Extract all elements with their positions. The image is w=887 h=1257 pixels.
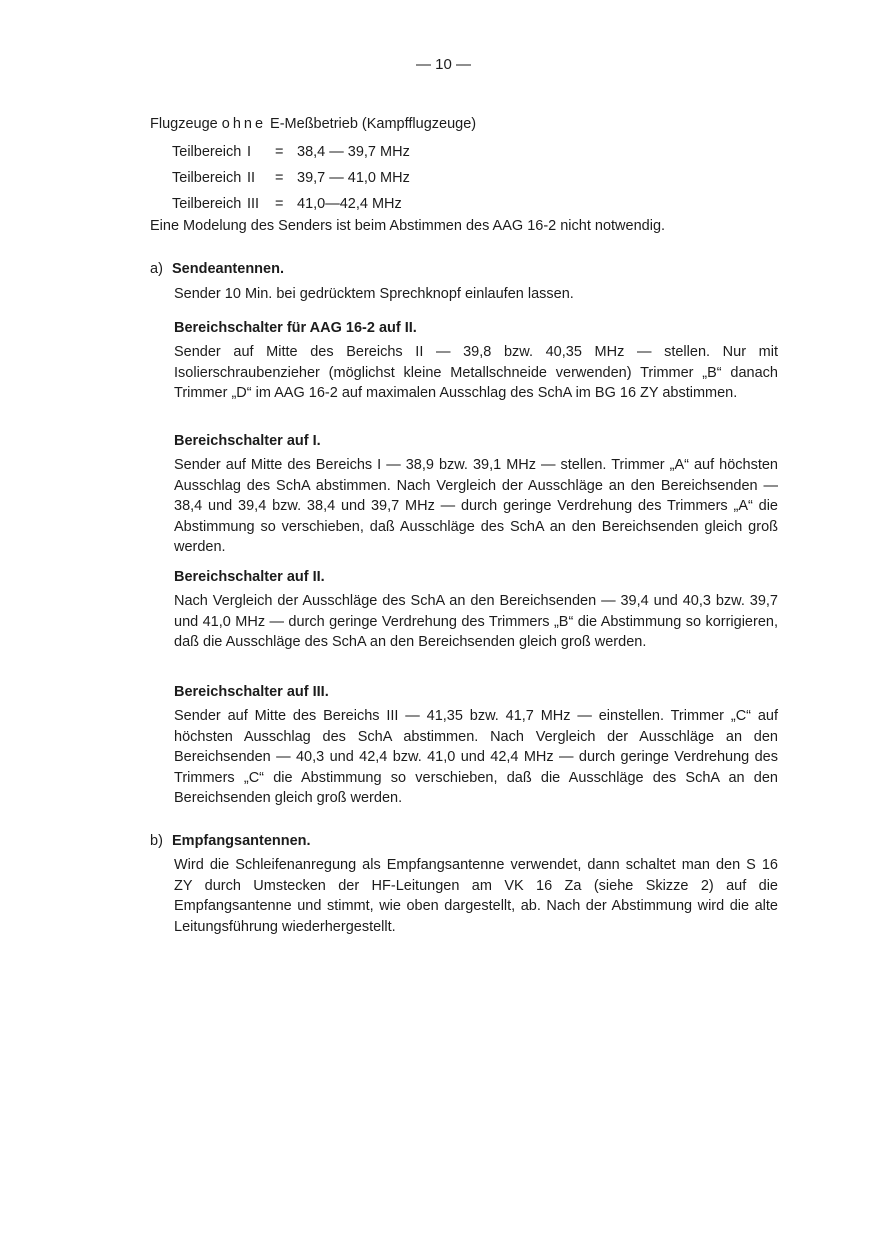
page-number: — 10 — [415,56,472,73]
range-equals: = [275,144,284,160]
range-value: 38,4 — 39,7 MHz [297,144,410,160]
step-1-heading: Bereichschalter für AAG 16-2 auf II. [174,320,417,336]
intro-text-post: E-Meßbetrieb (Kampfflugzeuge) [270,116,477,132]
section-a-heading [150,259,284,280]
step-3-heading: Bereichschalter auf II. [174,569,325,585]
range-label: Teilbereich [172,170,242,186]
step-1-text: Sender auf Mitte des Bereichs II — 39,8 bzw. 40,35 MHz — stellen. Nur mit Isolierschraubenzieher (möglichst kleine Metallschneide verwenden) Trimmer „B“ danach Trimmer „D“ im AAG 16-2 auf maximalen Ausschlag des SchA im BG 16 ZY abstimmen. [174,344,778,401]
step-2-text: Sender auf Mitte des Bereichs I — 38,9 bzw. 39,1 MHz — stellen. Trimmer „A“ auf höchsten Ausschlag des SchA abstimmen. Nach Vergleich der Ausschläge an den Bereichsenden — 38,4 und 39,4 bzw. 38,4 und 39,7 MHz — durch geringe Verdrehung des Trimmers „A“ die Abstimmung so verschieben, daß Ausschläge des SchA an den Bereichsenden gleich groß werden. [174,457,778,555]
range-numeral: I [247,144,252,160]
section-b-text: Wird die Schleifenanregung als Empfangsantenne verwendet, dann schaltet man den S 16 ZY durch Umstecken der HF-Leitungen am VK 16 Za (siehe Skizze 2) auf die Empfangsantenne und stimmt, wie oben dargestellt, ab. Nach der Abstimmung wird die alte Leitungsführung wiederhergestellt. [174,857,778,935]
range-value: 39,7 — 41,0 MHz [297,170,410,186]
step-3-text: Nach Vergleich der Ausschläge des SchA an den Bereichsenden — 39,4 und 40,3 bzw. 39,7 und 41,0 MHz — durch geringe Verdrehung des Trimmers „B“ die Abstimmung so korrigieren, daß die Ausschläge des SchA an den Bereichsenden gleich groß werden. [174,593,778,650]
range-value: 41,0—42,4 MHz [297,196,402,212]
range-row [172,165,410,191]
range-equals: = [275,170,284,186]
range-equals: = [275,196,284,212]
modulation-note [150,216,790,237]
range-row [172,191,410,217]
intro-text-pre: Flugzeuge [150,116,218,132]
intro-text-emphasis: ohne [221,116,267,132]
range-label: Teilbereich [172,144,242,160]
section-a-marker: a) [150,261,163,277]
step-2-heading: Bereichschalter auf I. [174,433,321,449]
modulation-note-text: Eine Modelung des Senders ist beim Abstimmen des AAG 16-2 nicht notwendig. [150,218,666,234]
section-b-title: Empfangsantennen. [172,833,311,849]
intro-heading [150,114,790,135]
range-label: Teilbereich [172,196,242,212]
section-a-warmup: Sender 10 Min. bei gedrücktem Sprechknopf einlaufen lassen. [174,286,574,302]
step-4-text: Sender auf Mitte des Bereichs III — 41,35 bzw. 41,7 MHz — einstellen. Trimmer „C“ auf höchsten Ausschlag des SchA abstimmen. Nach Vergleich der Ausschläge an den Bereichsenden — 40,3 und 42,4 bzw. 41,0 und 42,4 MHz — durch geringe Verdrehung des Trimmers „C“ die Abstimmung so verschieben, daß die Ausschläge des SchA an den Bereichsenden gleich groß werden. [174,708,778,806]
frequency-range-table [172,139,410,217]
range-numeral: III [247,196,260,212]
section-b-marker: b) [150,833,163,849]
section-a-title: Sendeantennen. [172,261,284,277]
range-row [172,139,410,165]
step-4-heading: Bereichschalter auf III. [174,684,329,700]
range-numeral: II [247,170,256,186]
section-b-heading [150,831,311,852]
